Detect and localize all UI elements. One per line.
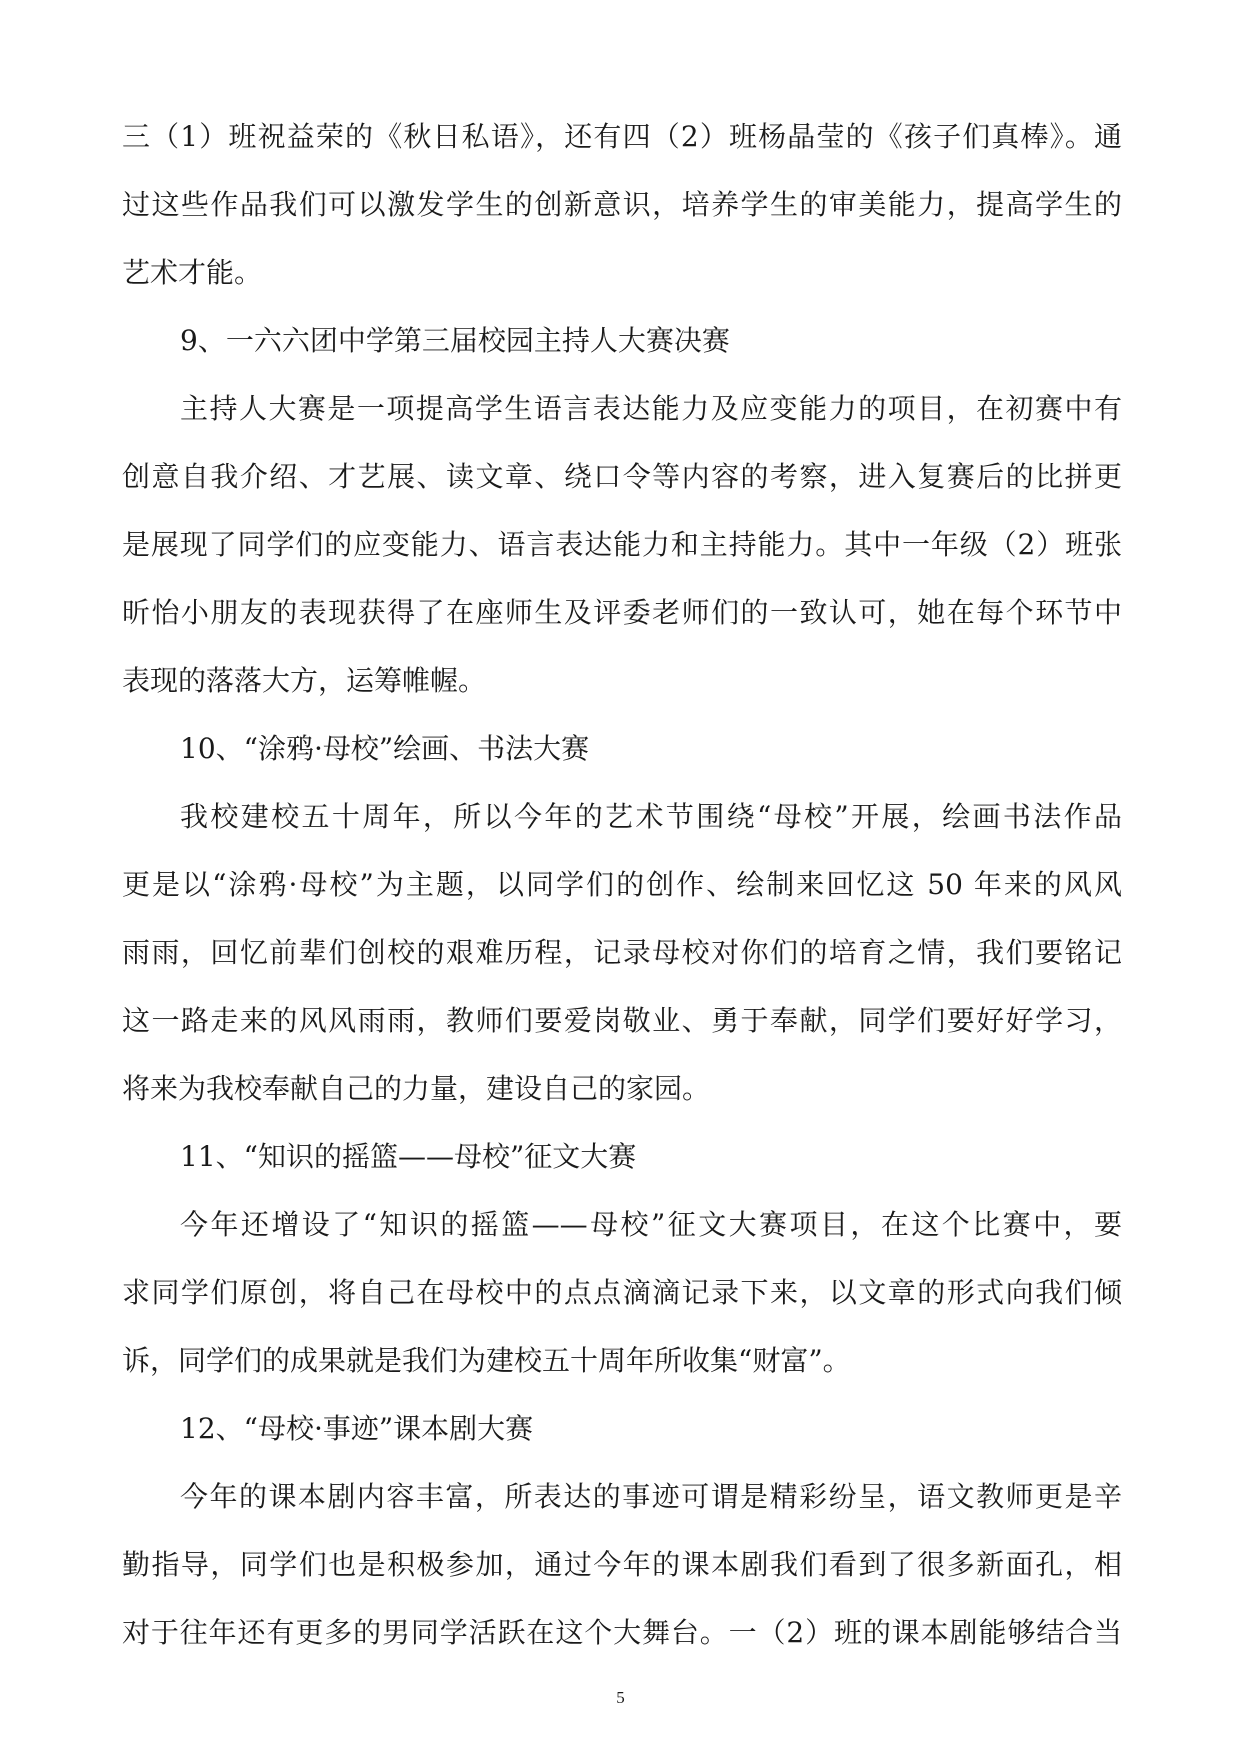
paragraph-line: 我校建校五十周年，所以今年的艺术节围绕“母校”开展，绘画书法作品 [180, 800, 1122, 833]
paragraph-line: 雨雨，回忆前辈们创校的艰难历程，记录母校对你们的培育之情，我们要铭记 [122, 936, 1122, 969]
paragraph-line: 将来为我校奉献自己的力量，建设自己的家园。 [122, 1072, 711, 1105]
paragraph-line: 更是以“涂鸦·母校”为主题，以同学们的创作、绘制来回忆这 50 年来的风风 [122, 868, 1122, 901]
page-number: 5 [616, 1688, 625, 1707]
paragraph-line: 这一路走来的风风雨雨，教师们要爱岗敬业、勇于奉献，同学们要好好学习， [122, 1004, 1122, 1037]
section-heading: 9、一六六团中学第三届校园主持人大赛决赛 [180, 324, 730, 357]
paragraph-line: 对于往年还有更多的男同学活跃在这个大舞台。一（2）班的课本剧能够结合当 [122, 1616, 1122, 1649]
paragraph-line: 过这些作品我们可以激发学生的创新意识，培养学生的审美能力，提高学生的 [122, 188, 1122, 221]
paragraph-line: 昕怡小朋友的表现获得了在座师生及评委老师们的一致认可，她在每个环节中 [122, 596, 1122, 629]
section-heading: 10、“涂鸦·母校”绘画、书法大赛 [180, 732, 590, 765]
paragraph-line: 求同学们原创，将自己在母校中的点点滴滴记录下来，以文章的形式向我们倾 [122, 1276, 1122, 1309]
paragraph-line: 艺术才能。 [122, 256, 263, 289]
paragraph-line: 今年的课本剧内容丰富，所表达的事迹可谓是精彩纷呈，语文教师更是辛 [180, 1480, 1122, 1513]
paragraph-line: 诉，同学们的成果就是我们为建校五十周年所收集“财富”。 [122, 1344, 851, 1377]
paragraph-line: 勤指导，同学们也是积极参加，通过今年的课本剧我们看到了很多新面孔，相 [122, 1548, 1122, 1581]
section-heading: 11、“知识的摇篮——母校”征文大赛 [180, 1140, 637, 1173]
paragraph-line: 创意自我介绍、才艺展、读文章、绕口令等内容的考察，进入复赛后的比拼更 [122, 460, 1122, 493]
paragraph-line: 主持人大赛是一项提高学生语言表达能力及应变能力的项目，在初赛中有 [180, 392, 1122, 425]
paragraph-line: 三（1）班祝益荣的《秋日私语》，还有四（2）班杨晶莹的《孩子们真棒》。通 [122, 120, 1122, 153]
paragraph-line: 表现的落落大方，运筹帷幄。 [122, 664, 487, 697]
paragraph-line: 是展现了同学们的应变能力、语言表达能力和主持能力。其中一年级（2）班张 [122, 528, 1122, 561]
section-heading: 12、“母校·事迹”课本剧大赛 [180, 1412, 534, 1445]
paragraph-line: 今年还增设了“知识的摇篮——母校”征文大赛项目，在这个比赛中，要 [180, 1208, 1122, 1241]
